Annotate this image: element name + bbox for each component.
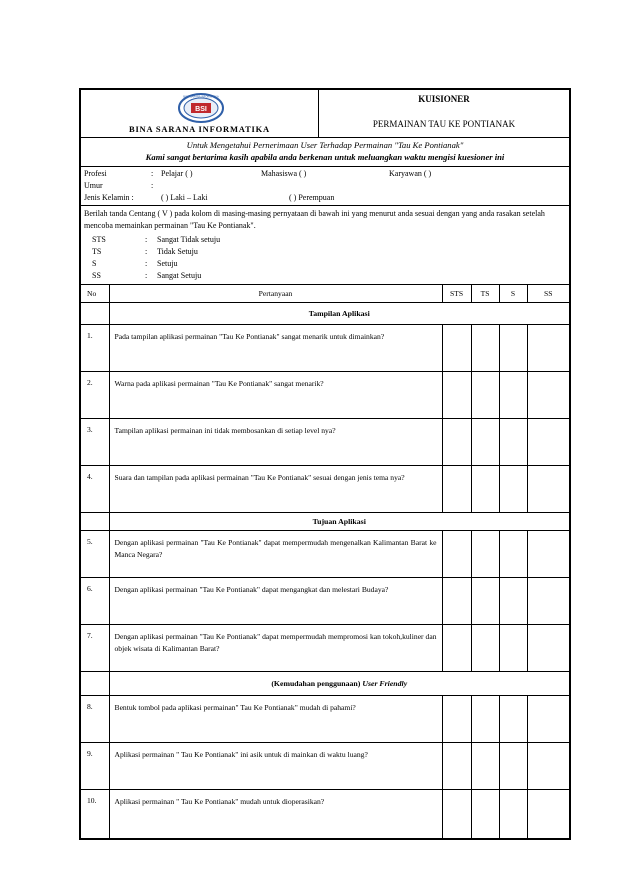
- option-pelajar[interactable]: Pelajar ( ): [161, 169, 193, 178]
- table-row: [81, 419, 569, 466]
- table-row: [81, 743, 569, 790]
- question-number: 10.: [81, 790, 109, 838]
- legend-item: [92, 270, 220, 282]
- question-text: Bentuk tombol pada aplikasi permainan" Tau Ke Pontianak" mudah di pahami?: [109, 696, 442, 743]
- legend-meaning: Sangat Tidak setuju: [157, 235, 221, 244]
- question-number: 1.: [81, 325, 109, 372]
- answer-s-cell[interactable]: [499, 325, 527, 372]
- answer-sts-cell[interactable]: [442, 531, 471, 578]
- option-perempuan[interactable]: ( ) Perempuan: [289, 193, 335, 202]
- logo-initials: BSI: [195, 106, 207, 113]
- question-number: 6.: [81, 578, 109, 625]
- question-text: Dengan aplikasi permainan "Tau Ke Pontianak" dapat mempermudah mempromosi kan tokoh,kuliner dan objek wisata di Kalimantan Barat?: [109, 625, 442, 672]
- answer-sts-cell[interactable]: [442, 466, 471, 513]
- table-row: [81, 696, 569, 743]
- header-institution-cell: [81, 90, 319, 137]
- form-title: KUISIONER: [418, 94, 470, 104]
- section-title-plain: (Kemudahan penggunaan): [271, 679, 363, 688]
- section-row: [81, 672, 569, 696]
- legend-abbr: TS: [92, 247, 102, 256]
- option-karyawan[interactable]: Karyawan ( ): [389, 169, 432, 178]
- answer-sts-cell[interactable]: [442, 372, 471, 419]
- answer-sts-cell[interactable]: [442, 325, 471, 372]
- answer-s-cell[interactable]: [499, 372, 527, 419]
- section-spacer: [81, 672, 109, 696]
- answer-ss-cell[interactable]: [527, 419, 569, 466]
- answer-sts-cell[interactable]: [442, 696, 471, 743]
- answer-s-cell[interactable]: [499, 790, 527, 838]
- section-title-italic: User Friendly: [362, 679, 408, 688]
- answer-s-cell[interactable]: [499, 743, 527, 790]
- section-title: Tujuan Aplikasi: [109, 513, 569, 531]
- answer-ts-cell[interactable]: [471, 743, 499, 790]
- answer-sts-cell[interactable]: [442, 578, 471, 625]
- legend-item: [92, 234, 220, 246]
- section-spacer: [81, 303, 109, 325]
- bsi-logo-icon: [178, 93, 224, 123]
- profesi-label: Profesi: [84, 169, 107, 178]
- answer-ts-cell[interactable]: [471, 325, 499, 372]
- answer-ts-cell[interactable]: [471, 625, 499, 672]
- table-row: [81, 372, 569, 419]
- umur-label: Umur: [84, 181, 103, 190]
- respondent-identity: [81, 167, 569, 206]
- answer-s-cell[interactable]: [499, 419, 527, 466]
- question-number: 8.: [81, 696, 109, 743]
- profesi-colon: :: [151, 169, 154, 178]
- question-text: Aplikasi permainan " Tau Ke Pontianak" ini asik untuk di mainkan di waktu luang?: [109, 743, 442, 790]
- header-sts: STS: [442, 285, 471, 303]
- question-number: 7.: [81, 625, 109, 672]
- answer-s-cell[interactable]: [499, 578, 527, 625]
- umur-colon: :: [151, 181, 154, 190]
- section-spacer: [81, 513, 109, 531]
- table-row: [81, 625, 569, 672]
- table-header-row: [81, 285, 569, 303]
- legend-item: [92, 246, 220, 258]
- answer-ss-cell[interactable]: [527, 790, 569, 838]
- table-row: [81, 466, 569, 513]
- header-question: Pertanyaan: [109, 285, 442, 303]
- legend-meaning: Setuju: [157, 259, 178, 268]
- legend-colon: :: [145, 259, 148, 268]
- answer-s-cell[interactable]: [499, 531, 527, 578]
- answer-sts-cell[interactable]: [442, 790, 471, 838]
- section-title: [109, 672, 569, 696]
- answer-s-cell[interactable]: [499, 466, 527, 513]
- answer-ss-cell[interactable]: [527, 625, 569, 672]
- answer-sts-cell[interactable]: [442, 625, 471, 672]
- questionnaire-sheet: [79, 88, 571, 840]
- answer-s-cell[interactable]: [499, 696, 527, 743]
- answer-legend: [92, 234, 220, 282]
- section-row: [81, 513, 569, 531]
- legend-colon: :: [145, 247, 148, 256]
- legend-meaning: Tidak Setuju: [157, 247, 198, 256]
- logo-ring-text: BINA SARANA INFORMATIKA: [183, 95, 219, 99]
- header-ss: SS: [527, 285, 569, 303]
- answer-ss-cell[interactable]: [527, 531, 569, 578]
- answer-ss-cell[interactable]: [527, 743, 569, 790]
- question-number: 5.: [81, 531, 109, 578]
- question-number: 3.: [81, 419, 109, 466]
- section-title: Tampilan Aplikasi: [109, 303, 569, 325]
- intro-line-2: Kami sangat bertarima kasih apabila anda berkenan untuk meluangkan waktu mengisi kuesioner ini: [145, 152, 505, 162]
- question-number: 9.: [81, 743, 109, 790]
- institution-name: BINA SARANA INFORMATIKA: [128, 124, 271, 134]
- table-row: [81, 790, 569, 838]
- table-row: [81, 578, 569, 625]
- instructions: [81, 206, 569, 284]
- legend-abbr: S: [92, 259, 97, 268]
- legend-colon: :: [145, 271, 148, 280]
- answer-sts-cell[interactable]: [442, 419, 471, 466]
- header: [81, 90, 569, 138]
- game-title: PERMAINAN TAU KE PONTIANAK: [372, 119, 516, 129]
- intro-section: [81, 138, 569, 167]
- answer-ts-cell[interactable]: [471, 372, 499, 419]
- question-number: 2.: [81, 372, 109, 419]
- legend-item: [92, 258, 220, 270]
- answer-ss-cell[interactable]: [527, 372, 569, 419]
- header-no: No: [81, 285, 109, 303]
- legend-meaning: Sangat Setuju: [157, 271, 202, 280]
- answer-ts-cell[interactable]: [471, 696, 499, 743]
- header-s: S: [499, 285, 527, 303]
- answer-ts-cell[interactable]: [471, 578, 499, 625]
- table-row: [81, 531, 569, 578]
- questions-table: [81, 284, 569, 838]
- answer-ts-cell[interactable]: [471, 531, 499, 578]
- answer-ts-cell[interactable]: [471, 466, 499, 513]
- answer-ss-cell[interactable]: [527, 696, 569, 743]
- intro-line-1: Untuk Mengetahui Pernerimaan User Terhadap Permainan "Tau Ke Pontianak": [186, 140, 464, 150]
- header-title-cell: [319, 90, 569, 137]
- legend-abbr: SS: [92, 271, 101, 280]
- answer-ss-cell[interactable]: [527, 578, 569, 625]
- question-text: Suara dan tampilan pada aplikasi permainan "Tau Ke Pontianak" sesuai dengan jenis tema nya?: [109, 466, 442, 513]
- question-text: Pada tampilan aplikasi permainan "Tau Ke Pontianak" sangat menarik untuk dimainkan?: [109, 325, 442, 372]
- answer-ts-cell[interactable]: [471, 419, 499, 466]
- question-number: 4.: [81, 466, 109, 513]
- question-text: Warna pada aplikasi permainan "Tau Ke Pontianak" sangat menarik?: [109, 372, 442, 419]
- jenis-kelamin-label: Jenis Kelamin :: [84, 193, 134, 202]
- option-mahasiswa[interactable]: Mahasiswa ( ): [261, 169, 307, 178]
- question-text: Tampilan aplikasi permainan ini tidak membosankan di setiap level nya?: [109, 419, 442, 466]
- table-row: [81, 325, 569, 372]
- answer-sts-cell[interactable]: [442, 743, 471, 790]
- answer-s-cell[interactable]: [499, 625, 527, 672]
- answer-ss-cell[interactable]: [527, 325, 569, 372]
- legend-colon: :: [145, 235, 148, 244]
- section-row: [81, 303, 569, 325]
- legend-abbr: STS: [92, 235, 106, 244]
- instructions-text: Berilah tanda Centang ( V ) pada kolom di masing-masing pernyataan di bawah ini yang menurut anda sesuai dengan yang anda rasakan setelah mencoba memainkan permainan "Tau Ke Pontianak".: [84, 209, 545, 230]
- option-laki-laki[interactable]: ( ) Laki – Laki: [161, 193, 208, 202]
- header-ts: TS: [471, 285, 499, 303]
- question-text: Dengan aplikasi permainan "Tau Ke Pontianak" dapat mempermudah mengenalkan Kalimantan Barat ke Manca Negara?: [109, 531, 442, 578]
- answer-ss-cell[interactable]: [527, 466, 569, 513]
- question-text: Aplikasi permainan " Tau Ke Pontianak" mudah untuk dioperasikan?: [109, 790, 442, 838]
- answer-ts-cell[interactable]: [471, 790, 499, 838]
- question-text: Dengan aplikasi permainan "Tau Ke Pontianak" dapat mengangkat dan melestari Budaya?: [109, 578, 442, 625]
